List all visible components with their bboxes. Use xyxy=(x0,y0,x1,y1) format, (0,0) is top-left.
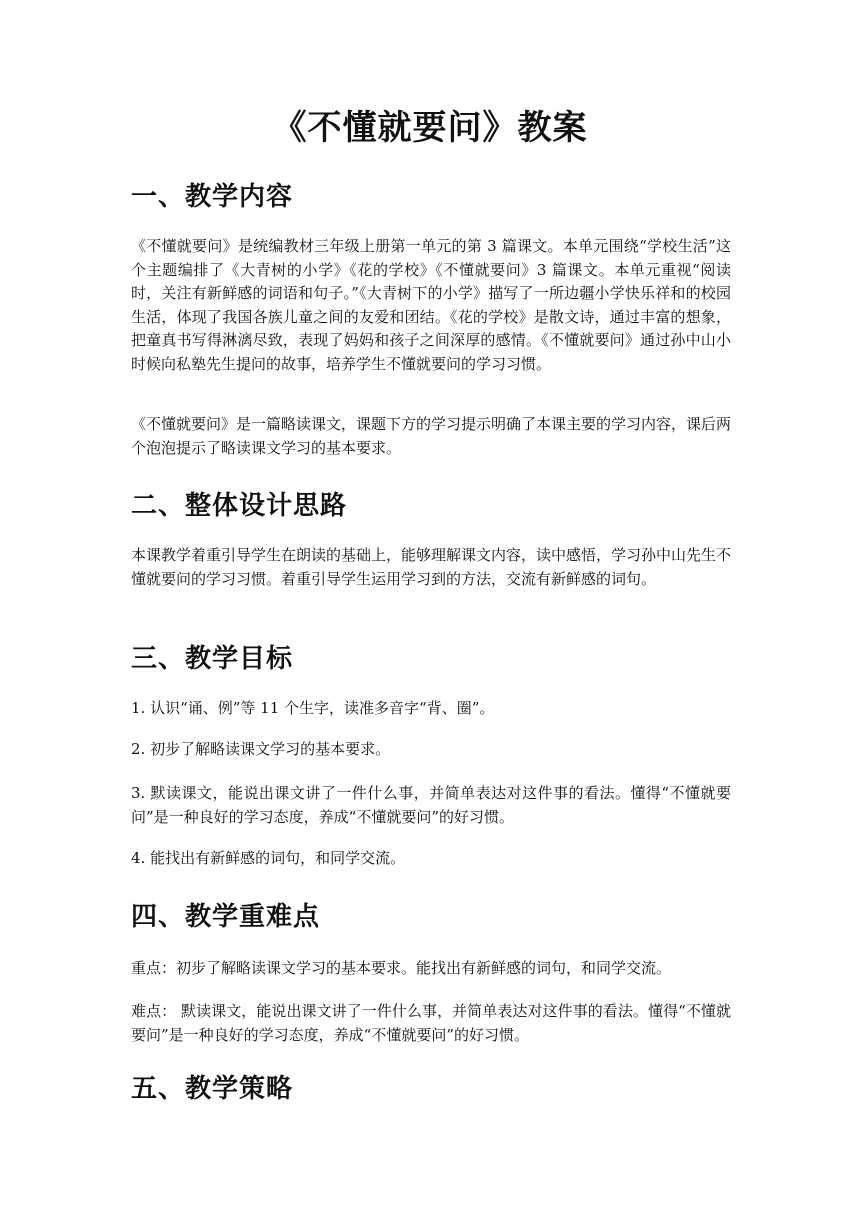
paragraph-teaching-content-1: 《不懂就要问》是统编教材三年级上册第一单元的第 3 篇课文。本单元围绕“学校生活”这个主题编排了《大青树的小学》《花的学校》《不懂就要问》3 篇课文。本单元重视“阅读时，关注有新鲜感的词语和句子。”《大青树下的小学》描写了一所边疆小学快乐祥和的校园生活，体现了我国各族儿童之间的友爱和团结。《花的学校》是散文诗，通过丰富的想象，把童真书写得淋漓尽致，表现了妈妈和孩子之间深厚的感情。《不懂就要问》通过孙中山小时候向私塾先生提问的故事，培养学生不懂就要问的学习习惯。 xyxy=(131,237,731,373)
difficult-point-paragraph: 难点： 默读课文，能说出课文讲了一件什么事，并简单表达对这件事的看法。懂得“不懂就要问”是一种良好的学习态度，养成“不懂就要问”的好习惯。 xyxy=(131,1002,731,1044)
section-heading-design-approach: 二、整体设计思路 xyxy=(131,491,348,521)
section-heading-teaching-goals: 三、教学目标 xyxy=(131,644,294,674)
section-heading-teaching-content: 一、教学内容 xyxy=(131,182,294,212)
section-heading-key-difficult-points: 四、教学重难点 xyxy=(131,902,321,932)
paragraph-design-approach-1: 本课教学着重引导学生在朗读的基础上，能够理解课文内容，读中感悟，学习孙中山先生不懂就要问的学习习惯。着重引导学生运用学习到的方法，交流有新鲜感的词句。 xyxy=(131,546,732,588)
paragraph-teaching-content-2: 《不懂就要问》是一篇略读课文，课题下方的学习提示明确了本课主要的学习内容，课后两个泡泡提示了略读课文学习的基本要求。 xyxy=(131,415,732,457)
key-point-paragraph: 重点：初步了解略读课文学习的基本要求。能找出有新鲜感的词句，和同学交流。 xyxy=(131,959,672,977)
document-title: 《不懂就要问》教案 xyxy=(272,108,588,148)
goal-item-1: 1. 认识“诵、例”等 11 个生字，读准多音字“背、圈”。 xyxy=(131,699,495,717)
goal-item-2: 2. 初步了解略读课文学习的基本要求。 xyxy=(131,740,391,758)
goal-item-4: 4. 能找出有新鲜感的词句，和同学交流。 xyxy=(131,849,406,867)
goal-item-3: 3. 默读课文，能说出课文讲了一件什么事，并简单表达对这件事的看法。懂得“不懂就要问”是一种良好的学习态度，养成“不懂就要问”的好习惯。 xyxy=(131,784,731,826)
section-heading-teaching-strategy: 五、教学策略 xyxy=(131,1074,294,1104)
